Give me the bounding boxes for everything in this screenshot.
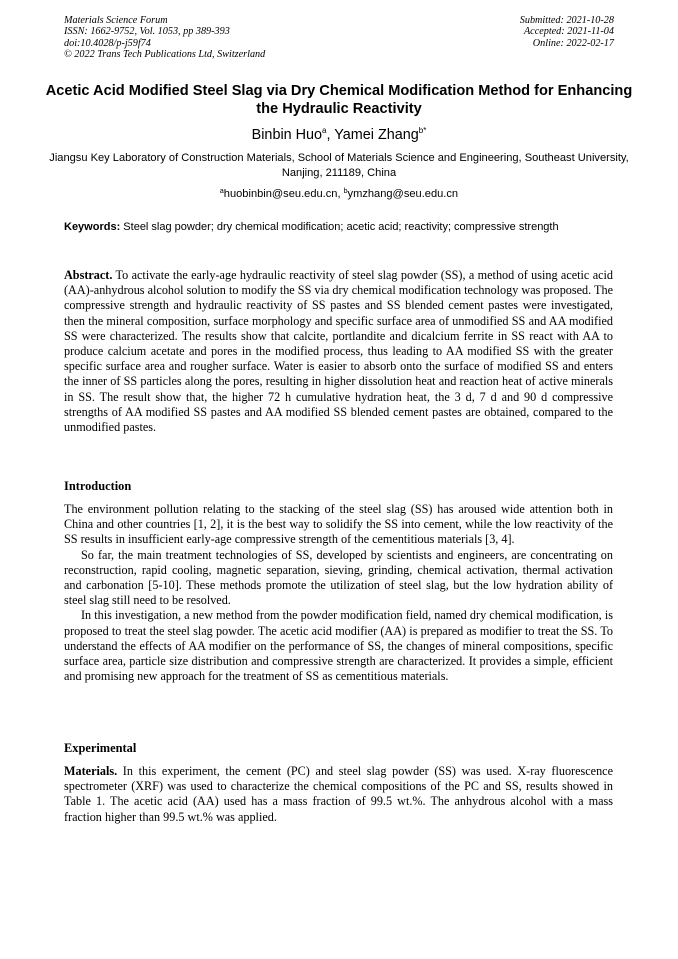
section-heading-experimental: Experimental: [64, 741, 137, 755]
email-address: ymzhang@seu.edu.cn: [347, 188, 459, 200]
header-right: [520, 15, 614, 49]
affiliation: Jiangsu Key Laboratory of Construction Materials, School of Materials Science and Engineering, Southeast University, Nanjing, 211189, China: [49, 152, 629, 179]
keywords-text: Steel slag powder; dry chemical modification; acetic acid; reactivity; compressive strength: [120, 221, 559, 233]
section-heading-introduction: Introduction: [64, 479, 132, 493]
issn-line: ISSN: 1662-9752, Vol. 1053, pp 389-393: [64, 26, 230, 38]
email-mark: a: [219, 188, 224, 195]
email-separator: ,: [337, 188, 344, 200]
abstract-block: [64, 268, 613, 435]
author-affil-mark: b*: [418, 126, 427, 135]
submitted-date: Submitted: 2021-10-28: [519, 15, 614, 26]
accepted-date: Accepted: 2021-11-04: [523, 26, 614, 38]
paragraph: In this investigation, a new method from the powder modification field, named dry chemical modification, is proposed to treat the steel slag powder. The acetic acid modifier (AA) is prepared as modifier to treat the SS. To understand the effects of AA modifier on the performance of SS, the changes of mineral compositions, specific surface area, particle size distribution and compressive strength are characterized. It provides a simple, efficient and promising new approach for the treatment of SS as cementitious materials.: [64, 608, 613, 684]
email-line: [40, 185, 638, 201]
email-address: huobinbin@seu.edu.cn: [223, 188, 338, 200]
author-line: [40, 122, 638, 144]
materials-text: In this experiment, the cement (PC) and steel slag powder (SS) was used. X-ray fluorescence spectrometer (XRF) was used to characterize the chemical compositions of the PC and SS, results showed in Table 1. The acetic acid (AA) used has a mass fraction of 99.5 wt.%. The anhydrous alcohol with a mass fraction higher than 99.5 wt.% was applied.: [64, 764, 613, 824]
introduction-body: [64, 502, 613, 684]
keywords-block: [64, 220, 613, 234]
copyright-line: © 2022 Trans Tech Publications Ltd, Switzerland: [64, 48, 266, 60]
paragraph: So far, the main treatment technologies of SS, developed by scientists and engineers, are concentrating on reconstruction, rapid cooling, magnetic separation, sieving, grinding, chemical activation, thermal activation and carbonation [5-10]. These methods promote the utilization of steel slag, but the low hydration ability of steel slag still need to be resolved.: [64, 547, 613, 608]
abstract-text: To activate the early-age hydraulic reactivity of steel slag powder (SS), a method of using acetic acid (AA)-anhydrous alcohol solution to modify the SS via dry chemical modification technology was proposed. The compressive strength and hydraulic reactivity of SS pastes and SS blended cement pastes were investigated, then the mineral composition, surface morphology and specific surface area of unmodified SS and AA modified SS were characterized. The results show that calcite, portlandite and dicalcium ferrite in SS react with AA to produce calcium acetate and pores in the modified process, thus leading to AA modified SS with the greater specific surface area and rougher surface. Water is easier to absorb onto the surface of modified SS and enters the inner of SS particles along the pores, resulting in higher dissolution heat and reaction heat of active minerals in SS. The result show that, the higher 72 h cumulative hydration heat, the 3 d, 7 d and 90 d compressive strengths of AA modified SS pastes and AA modified SS blended cement pastes are obtained, compared to the unmodified pastes.: [64, 268, 613, 435]
online-date: Online: 2022-02-17: [532, 37, 614, 49]
paper-title: Acetic Acid Modified Steel Slag via Dry Chemical Modification Method for Enhancing the Hydraulic Reactivity: [45, 83, 633, 117]
abstract-label: Abstract.: [64, 268, 113, 282]
materials-label: Materials.: [64, 764, 118, 778]
materials-paragraph: [64, 764, 613, 825]
keywords-label: Keywords:: [64, 221, 121, 233]
journal-name: Materials Science Forum: [64, 15, 168, 26]
email-mark: b: [343, 188, 348, 195]
doi-line: doi:10.4028/p-j59f74: [64, 37, 151, 49]
header-left: [64, 15, 265, 60]
author-affil-mark: a: [322, 126, 327, 135]
author-name: Binbin Huo: [251, 127, 323, 143]
author-separator: ,: [326, 127, 335, 143]
author-name: Yamei Zhang: [334, 127, 419, 143]
paragraph: The environment pollution relating to the stacking of the steel slag (SS) has aroused wide attention both in China and other countries [1, 2], it is the best way to solidify the SS into cement, while the low reactivity of the SS results in insufficient early-age compressive strength of the cementitious materials [3, 4].: [64, 502, 613, 547]
